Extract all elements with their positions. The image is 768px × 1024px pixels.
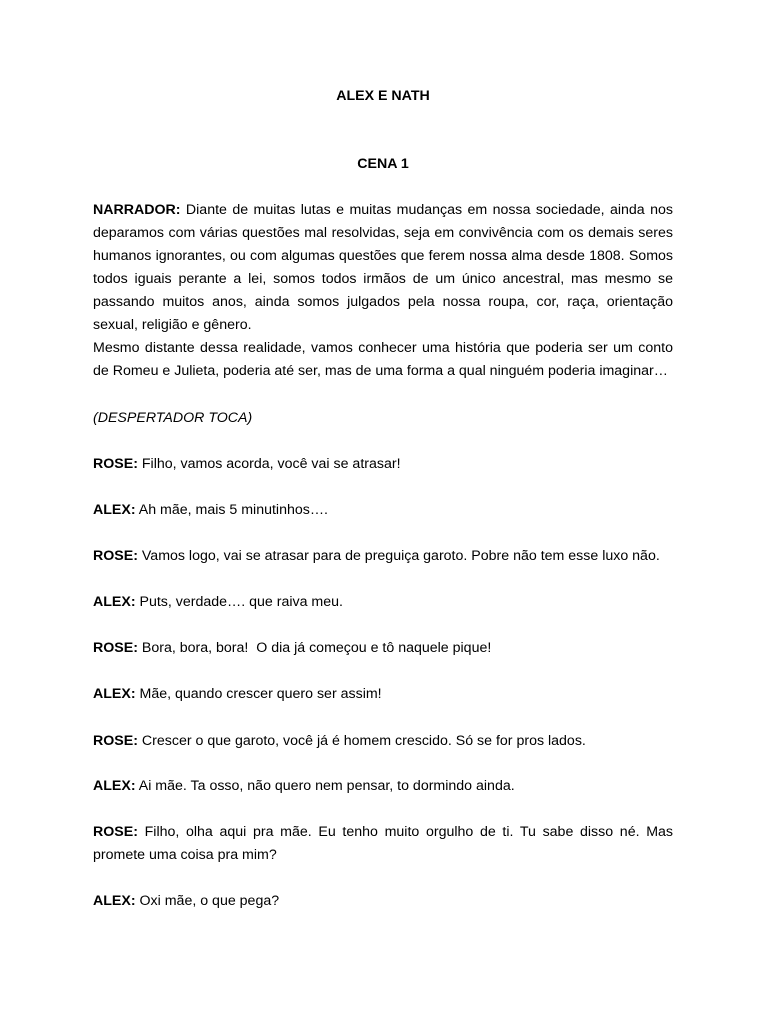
document-title: ALEX E NATH — [336, 88, 430, 104]
speaker-label: ROSE: — [93, 548, 138, 564]
speaker-label: ROSE: — [93, 640, 138, 656]
speaker-label: ROSE: — [93, 456, 138, 472]
dialogue-line — [93, 545, 673, 568]
dialogue-text: Mãe, quando crescer quero ser assim! — [139, 686, 382, 702]
dialogue-line — [93, 591, 673, 614]
scene-heading: CENA 1 — [357, 156, 409, 172]
stage-direction-text: (DESPERTADOR TOCA) — [93, 410, 253, 426]
dialogue-line — [93, 683, 673, 706]
dialogue-line — [93, 637, 673, 660]
dialogue-text: Filho, vamos acorda, você vai se atrasar! — [141, 456, 401, 472]
dialogue-line — [93, 730, 673, 753]
dialogue-text: Crescer o que garoto, você já é homem crescido. Só se for pros lados. — [141, 733, 586, 749]
speaker-label: ROSE: — [93, 733, 138, 749]
speaker-label: ROSE: — [93, 824, 138, 840]
speaker-label: ALEX: — [93, 594, 136, 610]
dialogue-text: Ah mãe, mais 5 minutinhos…. — [138, 502, 328, 518]
dialogue-line — [93, 890, 673, 913]
narrator-continuation: Mesmo distante dessa realidade, vamos conhecer uma história que poderia ser um conto de Romeu e Julieta, poderia até ser, mas de uma forma a qual ninguém poderia imaginar… — [93, 340, 673, 379]
dialogue-text: Ai mãe. Ta osso, não quero nem pensar, to dormindo ainda. — [138, 778, 515, 794]
speaker-label: NARRADOR: — [93, 202, 181, 218]
dialogue-line — [93, 453, 673, 476]
speaker-label: ALEX: — [93, 686, 136, 702]
dialogue-text: Filho, olha aqui pra mãe. Eu tenho muito orgulho de ti. Tu sabe disso né. Mas promete uma coisa pra mim? — [93, 824, 674, 863]
dialogue-text: Diante de muitas lutas e muitas mudanças em nossa sociedade, ainda nos deparamos com várias questões mal resolvidas, seja em convivência com os demais seres humanos ignorantes, ou com algumas questões que ferem nossa alma desde 1808. Somos todos iguais perante a lei, somos todos irmãos de um único ancestral, mas mesmo se passando muitos anos, ainda somos julgados pela nossa roupa, cor, raça, orientação sexual, religião e gênero. — [93, 202, 673, 333]
dialogue-text: Vamos logo, vai se atrasar para de preguiça garoto. Pobre não tem esse luxo não. — [141, 548, 660, 564]
dialogue-text: Oxi mãe, o que pega? — [139, 893, 280, 909]
speaker-label: ALEX: — [93, 893, 136, 909]
narrator-paragraph — [93, 199, 673, 337]
speaker-label: ALEX: — [93, 502, 136, 518]
speaker-label: ALEX: — [93, 778, 136, 794]
dialogue-text: Bora, bora, bora! O dia já começou e tô naquele pique! — [141, 640, 492, 656]
dialogue-text: Puts, verdade…. que raiva meu. — [139, 594, 343, 610]
dialogue-line — [93, 775, 673, 798]
dialogue-line — [93, 821, 673, 867]
dialogue-line — [93, 499, 673, 522]
stage-direction — [93, 407, 673, 430]
